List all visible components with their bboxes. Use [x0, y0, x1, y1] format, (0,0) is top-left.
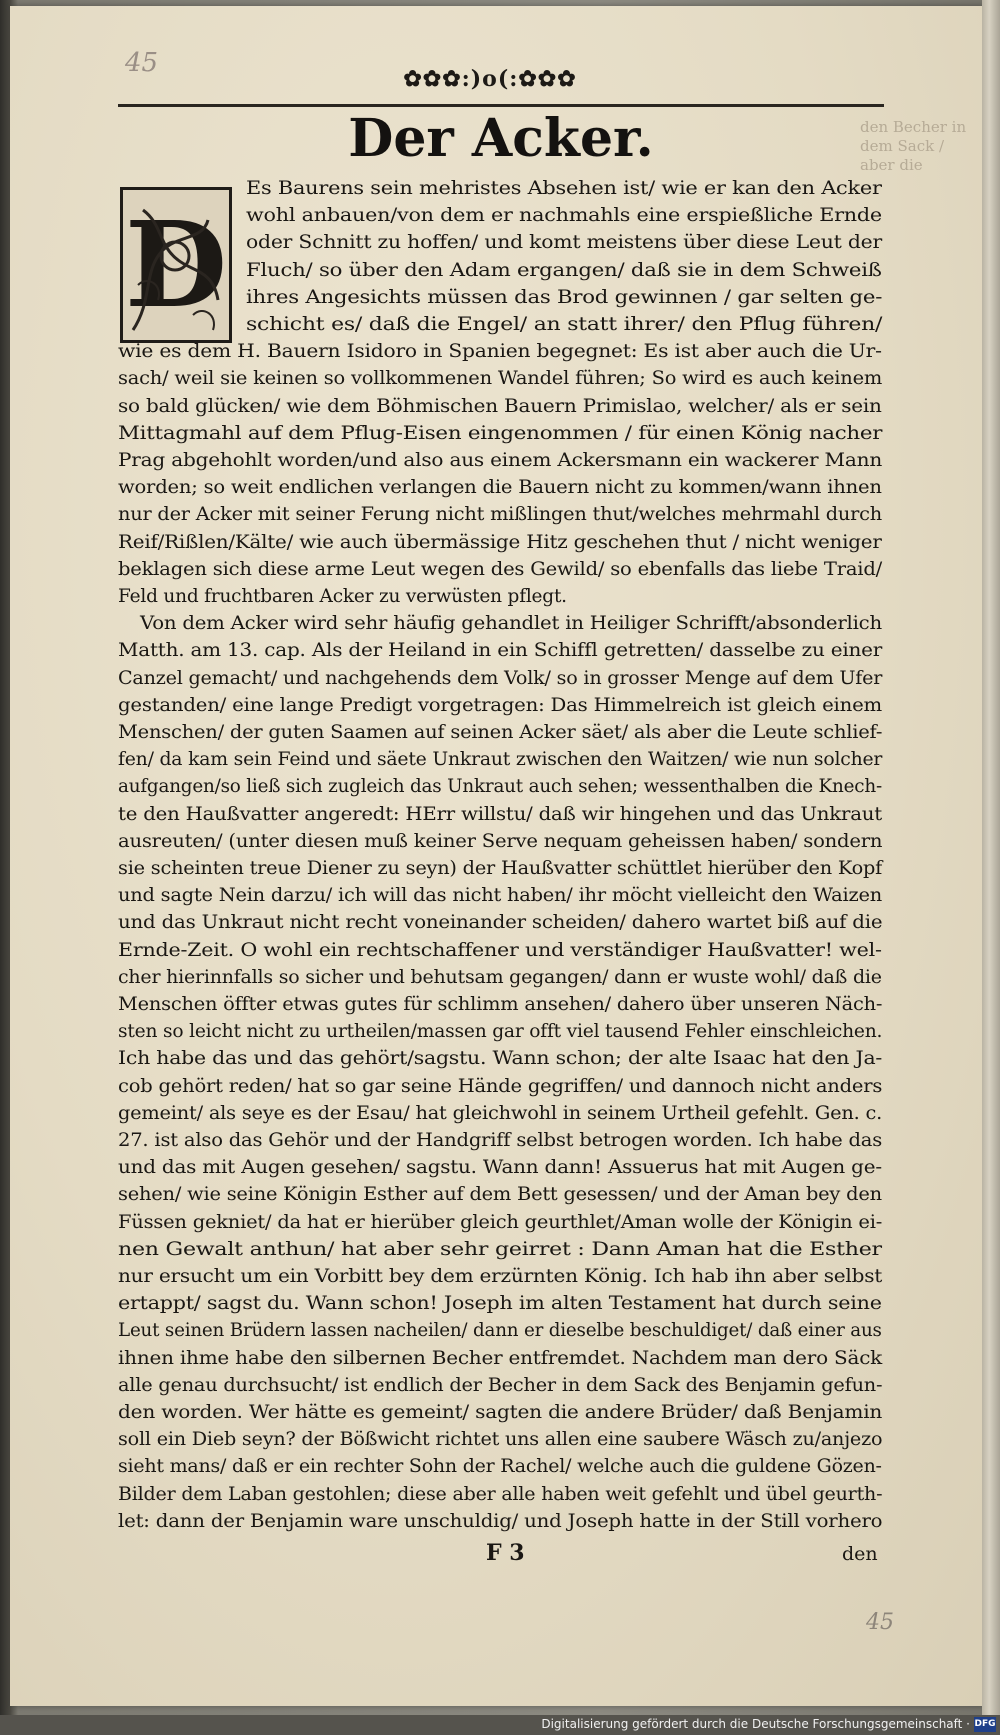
- header-rule: [118, 104, 884, 107]
- catchword: den: [842, 1543, 878, 1565]
- text-line: ausreuten/ (unter diesen muß keiner Serve nequam geheissen haben/ sondern: [118, 830, 883, 852]
- bottom-manuscript-number: 45: [866, 1610, 894, 1635]
- text-line: Füssen gekniet/ da hat er hierüber gleich geurthlet/Aman wolle der Königin ei-: [118, 1211, 883, 1233]
- text-line: oder Schnitt zu hoffen/ und komt meistens über diese Leut der: [246, 232, 882, 254]
- text-line: Prag abgehohlt worden/und also aus einem Ackersmann ein wackerer Mann: [118, 450, 883, 471]
- text-line: nur der Acker mit seiner Ferung nicht mißlingen thut/welches mehrmahl durch: [118, 504, 882, 526]
- text-line: ihres Angesichts müssen das Brod gewinnen / gar selten ge-: [246, 286, 883, 308]
- text-line: cob gehört reden/ hat so gar seine Hände gegriffen/ und dannoch nicht anders: [118, 1075, 883, 1097]
- text-line: Leut seinen Brüdern lassen nacheilen/ dann er dieselbe beschuldiget/ daß einer aus: [118, 1320, 882, 1342]
- bleed-through-text: den Becher in dem Sack / aber die: [860, 118, 967, 174]
- text-line: Menschen öffter etwas gutes für schlimm ansehen/ dahero über unseren Näch-: [118, 994, 883, 1015]
- page-edge: [982, 0, 1000, 1715]
- footer-credit: Digitalisierung gefördert durch die Deutsche Forschungsgemeinschaft ·: [541, 1717, 970, 1731]
- text-line: gemeint/ als seye es der Esau/ hat gleichwohl in seinem Urtheil gefehlt. Gen. c.: [118, 1102, 883, 1124]
- text-line: cher hierinnfalls so sicher und behutsam gegangen/ dann er wuste wohl/ daß die: [118, 966, 882, 988]
- text-line: Ich habe das und das gehört/sagstu. Wann schon; der alte Isaac hat den Ja-: [118, 1048, 883, 1070]
- text-line: Bilder dem Laban gestohlen; diese aber alle haben weit gefehlt und übel geurth-: [118, 1483, 883, 1505]
- text-line: ihnen ihme habe den silbernen Becher entfremdet. Nachdem man dero Säck: [118, 1347, 883, 1369]
- text-line: nen Gewalt anthun/ hat aber sehr geirret : Dann Aman hat die Esther: [118, 1238, 882, 1260]
- text-line: und das mit Augen gesehen/ sagstu. Wann dann! Assuerus hat mit Augen ge-: [118, 1157, 882, 1179]
- text-line: sie scheinten treue Diener zu seyn) der Haußvatter schüttlet hierüber den Kopf: [118, 858, 883, 879]
- text-line: den worden. Wer hätte es gemeint/ sagten die andere Brüder/ daß Benjamin: [118, 1402, 883, 1423]
- text-line: Feld und fruchtbaren Acker zu verwüsten pflegt.: [118, 586, 567, 607]
- decorated-initial: [120, 187, 232, 343]
- text-line: Canzel gemacht/ und nachgehends dem Volk/ so in grosser Menge auf dem Ufer: [118, 667, 883, 689]
- text-line: soll ein Dieb seyn? der Bößwicht richtet uns allen eine saubere Wäsch zu/anjezo: [118, 1429, 883, 1451]
- text-line: Ernde-Zeit. O wohl ein rechtschaffener und verständiger Haußvatter! wel-: [118, 939, 882, 961]
- page-title: Der Acker.: [348, 108, 654, 169]
- text-line: beklagen sich diese arme Leut wegen des Gewild/ so ebenfalls das liebe Traid/: [118, 558, 882, 580]
- text-line: alle genau durchsucht/ ist endlich der Becher in dem Sack des Benjamin gefun-: [118, 1374, 883, 1396]
- text-line: Fluch/ so über den Adam ergangen/ daß sie in dem Schweiß: [246, 259, 882, 281]
- text-line: fen/ da kam sein Feind und säete Unkraut zwischen den Waitzen/ wie nun solcher: [118, 749, 883, 771]
- text-line: gestanden/ eine lange Predigt vorgetragen: Das Himmelreich ist gleich einem: [118, 694, 882, 716]
- text-line: te den Haußvatter angeredt: HErr willstu/ daß wir hingehen und das Unkraut: [118, 803, 883, 825]
- text-line: Mittagmahl auf dem Pflug-Eisen eingenommen / für einen König nacher: [118, 422, 883, 444]
- text-line: nur ersucht um ein Vorbitt bey dem erzürnten König. Ich hab ihn aber selbst: [118, 1266, 883, 1287]
- text-line: und das Unkraut nicht recht voneinander scheiden/ dahero wartet biß auf die: [118, 912, 883, 934]
- text-line: und sagte Nein darzu/ ich will das nicht haben/ ihr möcht vielleicht den Waizen: [118, 885, 882, 907]
- text-line: wohl anbauen/von dem er nachmahls eine erspießliche Ernde: [246, 205, 882, 227]
- text-line: Reif/Rißlen/Kälte/ wie auch übermässige Hitz geschehen thut / nicht weniger: [118, 531, 882, 553]
- text-line: sach/ weil sie keinen so vollkommenen Wandel führen; So wird es auch keinem: [118, 368, 883, 390]
- text-line: let: dann der Benjamin ware unschuldig/ und Joseph hatte in der Still vorhero: [118, 1510, 883, 1532]
- text-line: Von dem Acker wird sehr häufig gehandlet in Heiliger Schrifft/absonderlich: [140, 613, 882, 635]
- text-line: sieht mans/ daß er ein rechter Sohn der Rachel/ welche auch die guldene Gözen-: [118, 1456, 882, 1478]
- text-line: wie es dem H. Bauern Isidoro in Spanien begegnet: Es ist aber auch die Ur-: [118, 341, 882, 363]
- text-line: 27. ist also das Gehör und der Handgriff selbst betrogen worden. Ich habe das: [118, 1130, 883, 1151]
- floral-ornament-icon: [123, 190, 229, 340]
- text-line: sten so leicht nicht zu urtheilen/massen gar offt viel tausend Fehler einschleichen.: [118, 1021, 883, 1043]
- text-line: so bald glücken/ wie dem Böhmischen Bauern Primislao, welcher/ als er sein: [118, 395, 882, 417]
- text-line: aufgangen/so ließ sich zugleich das Unkraut auch sehen; wessenthalben die Knech-: [118, 776, 882, 798]
- footer-bar: [0, 1715, 1000, 1735]
- text-line: Matth. am 13. cap. Als der Heiland in ein Schiffl getretten/ dasselbe zu einer: [118, 640, 883, 662]
- initial-letter: D: [124, 195, 228, 334]
- manuscript-page-number: 45: [125, 48, 159, 78]
- signature-mark: F 3: [486, 1540, 525, 1566]
- text-line: Menschen/ der guten Saamen auf seinen Acker säet/ als aber die Leute schlief-: [118, 722, 883, 743]
- text-line: sehen/ wie seine Königin Esther auf dem Bett gesessen/ und der Aman bey den: [118, 1184, 882, 1206]
- text-line: Es Baurens sein mehristes Absehen ist/ wie er kan den Acker: [246, 178, 882, 199]
- dfg-logo-icon: DFG: [974, 1717, 996, 1732]
- header-ornament: ✿✿✿:)o(:✿✿✿: [403, 66, 577, 92]
- text-line: schicht es/ daß die Engel/ an statt ihrer/ den Pflug führen/: [246, 314, 883, 335]
- text-line: ertappt/ sagst du. Wann schon! Joseph im alten Testament hat durch seine: [118, 1293, 882, 1315]
- text-line: worden; so weit endlichen verlangen die Bauern nicht zu kommen/wann ihnen: [118, 477, 882, 499]
